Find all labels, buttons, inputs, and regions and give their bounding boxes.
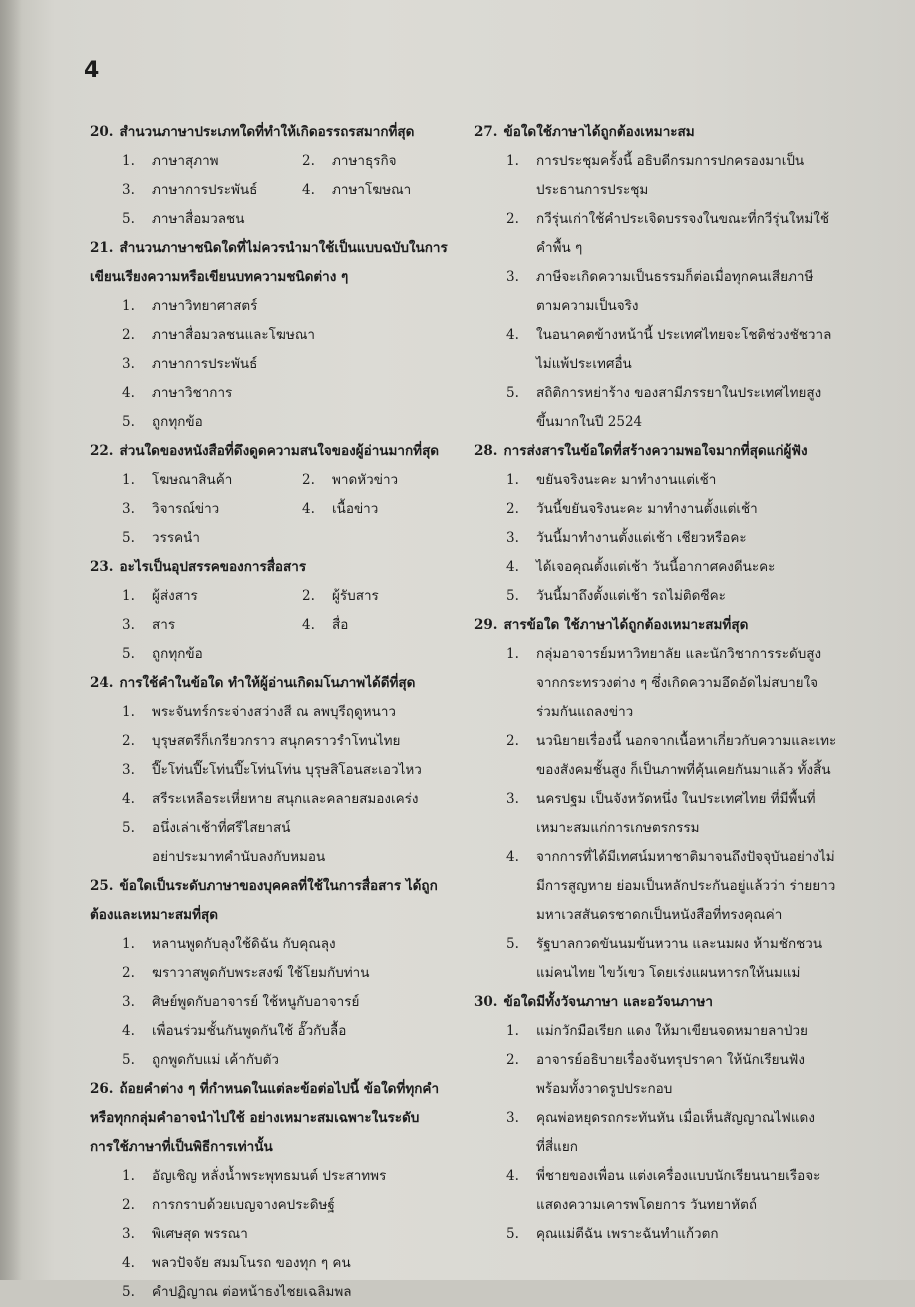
option-text: ประธานการประชุม	[536, 182, 649, 198]
option-text: นครปฐม เป็นจังหวัดหนึ่ง ในประเทศไทย ที่มีพื้นที่	[536, 791, 816, 807]
question-line: การใช้ภาษาที่เป็นพิธีการเท่านั้น	[90, 1139, 273, 1155]
option-text: จากกระทรวงต่าง ๆ ซึ่งเกิดความอึดอัดไม่สบายใจ	[536, 675, 819, 691]
question-number: 25.	[90, 878, 114, 894]
option-number	[506, 901, 536, 930]
option-item	[474, 727, 844, 756]
question-27	[474, 118, 844, 437]
option-item	[122, 495, 302, 524]
option-text: วิจารณ์ข่าว	[152, 501, 220, 517]
option-number: 1.	[506, 472, 519, 488]
option-text: ภาษาสุภาพ	[152, 153, 219, 169]
option-text: คำปฏิญาณ ต่อหน้าธงไชยเฉลิมพล	[152, 1284, 352, 1300]
option-number: 4.	[302, 501, 315, 517]
option-item	[474, 1075, 844, 1104]
option-text: การประชุมครั้งนี้ อธิบดีกรมการปกครองมาเป็น	[536, 153, 805, 169]
option-item	[90, 292, 465, 321]
option-item	[474, 843, 844, 872]
option-number: 2.	[506, 733, 519, 749]
option-text: วันนี้มาทำงานตั้งแต่เช้า เชียวหรือคะ	[536, 530, 747, 546]
option-number: 1.	[122, 472, 135, 488]
option-item	[90, 1249, 465, 1278]
option-text: คุณแม่ตีฉัน เพราะฉันทำแก้วตก	[536, 1226, 719, 1242]
option-number: 4.	[506, 849, 519, 865]
right-column	[474, 118, 844, 1249]
question-text	[474, 118, 844, 147]
question-text	[90, 669, 465, 698]
option-item	[302, 582, 482, 611]
option-item	[90, 1017, 465, 1046]
question-text	[474, 437, 844, 466]
option-item	[474, 466, 844, 495]
option-text: พระจันทร์กระจ่างสว่างสี ณ ลพบุรีฤดูหนาว	[152, 704, 397, 720]
option-number: 4.	[506, 559, 519, 575]
option-text: ศิษย์พูดกับอาจารย์ ใช้หนูกับอาจารย์	[152, 994, 360, 1010]
options-list	[90, 930, 465, 1075]
option-item	[90, 1278, 465, 1307]
question-23	[90, 553, 465, 669]
options-list	[90, 698, 465, 872]
option-item	[122, 466, 302, 495]
question-20	[90, 118, 465, 234]
option-item	[474, 379, 844, 408]
options-list	[474, 640, 844, 988]
question-text	[90, 901, 465, 930]
option-item	[90, 727, 465, 756]
question-text	[90, 1104, 465, 1133]
option-item	[474, 205, 844, 234]
option-item	[90, 930, 465, 959]
option-item	[474, 292, 844, 321]
option-text: พิเศษสุด พรรณา	[152, 1226, 248, 1242]
option-text: พลวปัจจัย สมมโนรถ ของทุก ๆ คน	[152, 1255, 351, 1271]
question-text	[90, 872, 465, 901]
option-number: 3.	[122, 182, 135, 198]
option-item	[122, 176, 302, 205]
option-number: 2.	[506, 211, 519, 227]
options-list	[474, 466, 844, 611]
option-item	[474, 350, 844, 379]
option-number: 2.	[122, 965, 135, 981]
option-number: 5.	[506, 936, 519, 952]
question-text	[90, 553, 465, 582]
option-number: 4.	[122, 1023, 135, 1039]
question-line: สำนวนภาษาชนิดใดที่ไม่ควรนำมาใช้เป็นแบบฉบับในการ	[119, 240, 448, 256]
option-number: 4.	[506, 1168, 519, 1184]
question-line: การใช้คำในข้อใด ทำให้ผู้อ่านเกิดมโนภาพได้ดีที่สุด	[119, 675, 416, 691]
option-item	[474, 524, 844, 553]
option-text: ผู้รับสาร	[332, 588, 379, 604]
option-text: เนื้อข่าว	[332, 501, 379, 517]
option-text: เพื่อนร่วมชั้นกันพูดกันใช้ อั๊วกับลื้อ	[152, 1023, 347, 1039]
question-text	[474, 988, 844, 1017]
question-text	[90, 1075, 465, 1104]
option-number: 3.	[122, 994, 135, 1010]
option-text: ภาษาวิทยาศาสตร์	[152, 298, 258, 314]
option-text: ขยันจริงนะคะ มาทำงานแต่เช้า	[536, 472, 717, 488]
question-text	[90, 437, 465, 466]
option-item	[90, 988, 465, 1017]
option-number	[506, 872, 536, 901]
question-line: ข้อใดมีทั้งวัจนภาษา และอวัจนภาษา	[503, 994, 713, 1010]
question-text	[90, 118, 465, 147]
question-line: สำนวนภาษาประเภทใดที่ทำให้เกิดอรรถรสมากที่สุด	[119, 124, 415, 140]
option-number	[506, 1075, 536, 1104]
option-number: 2.	[302, 472, 315, 488]
question-21	[90, 234, 465, 437]
option-item	[474, 785, 844, 814]
question-30	[474, 988, 844, 1249]
option-item	[474, 756, 844, 785]
option-text: พี่ชายของเพื่อน แต่งเครื่องแบบนักเรียนนายเรือจะ	[536, 1168, 821, 1184]
option-text: แสดงความเคารพโดยการ วันทยาหัตถ์	[536, 1197, 758, 1213]
question-26	[90, 1075, 465, 1307]
option-text: ผู้ส่งสาร	[152, 588, 198, 604]
option-number	[506, 234, 536, 263]
option-number: 1.	[122, 704, 135, 720]
option-text: พร้อมทั้งวาดรูปประกอบ	[536, 1081, 673, 1097]
option-number: 5.	[506, 588, 519, 604]
binding-shadow	[0, 0, 22, 1280]
option-number: 3.	[122, 356, 135, 372]
option-number: 5.	[122, 1052, 135, 1068]
option-number	[506, 814, 536, 843]
option-item	[474, 147, 844, 176]
option-number: 5.	[506, 385, 519, 401]
option-text: ภาษาสื่อมวลชนและโฆษณา	[152, 327, 315, 343]
option-number: 4.	[506, 327, 519, 343]
question-line: ถ้อยคำต่าง ๆ ที่กำหนดในแต่ละข้อต่อไปนี้ ข้อใดที่ทุกคำ	[119, 1081, 440, 1097]
option-item	[90, 756, 465, 785]
option-item	[474, 1220, 844, 1249]
option-number: 1.	[506, 153, 519, 169]
option-text: วันนี้ขยันจริงนะคะ มาทำงานตั้งแต่เช้า	[536, 501, 758, 517]
option-item	[474, 553, 844, 582]
option-item	[90, 959, 465, 988]
options-grid	[90, 147, 465, 234]
option-number: 1.	[122, 588, 135, 604]
option-item	[474, 1017, 844, 1046]
option-item	[302, 147, 482, 176]
option-item	[474, 263, 844, 292]
option-item	[302, 495, 482, 524]
left-column	[90, 118, 465, 1307]
option-item	[302, 611, 482, 640]
option-text: มีการสูญหาย ย่อมเป็นหลักประกันอยู่แล้วว่า ร่ายยาว	[536, 878, 836, 894]
option-text: เหมาะสมแก่การเกษตรกรรม	[536, 820, 700, 836]
option-item	[474, 901, 844, 930]
option-text: การกราบด้วยเบญจางคประดิษฐ์	[152, 1197, 335, 1213]
option-text: ที่สี่แยก	[536, 1139, 578, 1155]
option-text: ได้เจอคุณตั้งแต่เช้า วันนี้อากาศคงดีนะคะ	[536, 559, 776, 575]
options-list	[90, 1162, 465, 1307]
option-number: 2.	[122, 327, 135, 343]
option-number	[506, 292, 536, 321]
option-item	[474, 176, 844, 205]
option-number: 3.	[506, 791, 519, 807]
option-text: ภาษาสื่อมวลชน	[152, 211, 245, 227]
question-line: ข้อใดใช้ภาษาได้ถูกต้องเหมาะสม	[503, 124, 695, 140]
option-number	[506, 698, 536, 727]
option-item	[474, 1133, 844, 1162]
option-number: 1.	[122, 298, 135, 314]
option-text: ถูกทุกข้อ	[152, 646, 203, 662]
question-text	[474, 611, 844, 640]
option-text: ปี๊ะโท่นปี๊ะโท่นปี๊ะโท่นโท่น บุรุษสิโอนสะเอวไหว	[152, 762, 422, 778]
option-number: 1.	[122, 1168, 135, 1184]
option-item	[122, 582, 302, 611]
option-text: ภาษีจะเกิดความเป็นธรรมก็ต่อเมื่อทุกคนเสียภาษี	[536, 269, 814, 285]
option-item	[474, 1162, 844, 1191]
option-text: ภาษาวิชาการ	[152, 385, 233, 401]
option-item	[474, 321, 844, 350]
option-number: 3.	[506, 530, 519, 546]
option-item	[90, 1220, 465, 1249]
option-number: 2.	[122, 1197, 135, 1213]
option-item	[474, 1104, 844, 1133]
option-number: 1.	[122, 936, 135, 952]
question-number: 29.	[474, 617, 498, 633]
question-line: เขียนเรียงความหรือเขียนบทความชนิดต่าง ๆ	[90, 269, 349, 285]
option-text: สาร	[152, 617, 176, 633]
option-number	[506, 176, 536, 205]
options-list	[474, 1017, 844, 1249]
option-item	[90, 814, 465, 843]
option-number: 5.	[122, 211, 135, 227]
option-item	[90, 1162, 465, 1191]
option-text: ของสังคมชั้นสูง ก็เป็นภาพที่คุ้นเคยกันมาแล้ว ทั้งสิ้น	[536, 762, 831, 778]
option-number: 1.	[506, 646, 519, 662]
option-item	[90, 785, 465, 814]
option-item	[474, 495, 844, 524]
question-line: ข้อใดเป็นระดับภาษาของบุคคลที่ใช้ในการสื่อสาร ได้ถูก	[119, 878, 438, 894]
option-item	[90, 408, 465, 437]
option-text: ถูกพูดกับแม่ เค้ากับตัว	[152, 1052, 279, 1068]
option-text: ภาษาการประพันธ์	[152, 182, 258, 198]
option-item	[90, 1046, 465, 1075]
question-number: 26.	[90, 1081, 114, 1097]
question-line: การส่งสารในข้อใดที่สร้างความพอใจมากที่สุดแก่ผู้ฟัง	[503, 443, 808, 459]
options-list	[474, 147, 844, 437]
option-text: นวนิยายเรื่องนี้ นอกจากเนื้อหาเกี่ยวกับความและเทะ	[536, 733, 837, 749]
question-line: ต้องและเหมาะสมที่สุด	[90, 907, 218, 923]
option-item	[474, 872, 844, 901]
option-number: 1.	[506, 1023, 519, 1039]
option-number: 4.	[122, 385, 135, 401]
option-text: อัญเชิญ หลั่งน้ำพระพุทธมนต์ ประสาทพร	[152, 1168, 387, 1184]
option-item	[474, 640, 844, 669]
option-number	[506, 669, 536, 698]
option-number: 5.	[122, 646, 135, 662]
option-number: 3.	[506, 1110, 519, 1126]
page-number: 4	[84, 58, 100, 83]
question-number: 23.	[90, 559, 114, 575]
option-text: กวีรุ่นเก่าใช้คำประเจิดบรรจงในขณะที่กวีรุ่นใหม่ใช้	[536, 211, 830, 227]
option-item	[302, 176, 482, 205]
option-text: ฆราวาสพูดกับพระสงฆ์ ใช้โยมกับท่าน	[152, 965, 370, 981]
option-number	[506, 1133, 536, 1162]
option-number	[122, 843, 152, 872]
option-text: จากการที่ได้มีเทศน์มหาชาติมาจนถึงปัจจุบันอย่างไม่	[536, 849, 835, 865]
option-item	[90, 379, 465, 408]
option-text: โฆษณาสินค้า	[152, 472, 233, 488]
option-text: ภาษาโฆษณา	[332, 182, 412, 198]
option-text: ขึ้นมากในปี 2524	[536, 414, 643, 430]
option-number	[506, 756, 536, 785]
option-item	[474, 698, 844, 727]
option-text: ภาษาธุรกิจ	[332, 153, 397, 169]
option-item	[474, 930, 844, 959]
question-number: 22.	[90, 443, 114, 459]
question-text	[90, 234, 465, 263]
option-number: 5.	[122, 414, 135, 430]
option-number: 5.	[122, 820, 135, 836]
option-text: อนึ่งเล่าเช้าที่ศรีไสยาสน์	[152, 820, 291, 836]
question-number: 21.	[90, 240, 114, 256]
option-item	[90, 843, 465, 872]
option-item	[474, 669, 844, 698]
question-22	[90, 437, 465, 553]
question-28	[474, 437, 844, 611]
question-number: 28.	[474, 443, 498, 459]
option-text: สื่อ	[332, 617, 349, 633]
option-item	[122, 147, 302, 176]
option-text: คุณพ่อหยุดรถกระทันหัน เมื่อเห็นสัญญาณไฟแดง	[536, 1110, 815, 1126]
option-number: 5.	[122, 1284, 135, 1300]
option-number	[506, 1191, 536, 1220]
question-number: 24.	[90, 675, 114, 691]
option-text: สรีระเหลือระเหี่ยหาย สนุกและคลายสมองเคร่ง	[152, 791, 419, 807]
option-item	[302, 466, 482, 495]
question-line: สารข้อใด ใช้ภาษาได้ถูกต้องเหมาะสมที่สุด	[503, 617, 749, 633]
option-text: รัฐบาลกวดขันนมข้นหวาน และนมผง ห้ามชักชวน	[536, 936, 823, 952]
question-24	[90, 669, 465, 872]
option-number: 2.	[506, 501, 519, 517]
option-number: 3.	[122, 617, 135, 633]
option-text: อย่าประมาทคำนับลงกับหมอน	[152, 849, 326, 865]
option-text: ในอนาคตข้างหน้านี้ ประเทศไทยจะโชติช่วงชัชวาล	[536, 327, 832, 343]
option-text: คำพื้น ๆ	[536, 240, 583, 256]
question-text	[90, 1133, 465, 1162]
option-text: อาจารย์อธิบายเรื่องจันทรุปราคา ให้นักเรียนฟัง	[536, 1052, 805, 1068]
option-text: กลุ่มอาจารย์มหาวิทยาลัย และนักวิชาการระดับสูง	[536, 646, 822, 662]
option-number: 4.	[122, 791, 135, 807]
option-text: มหาเวสสันดรชาดกเป็นหนังสือที่ทรงคุณค่า	[536, 907, 783, 923]
option-item	[474, 814, 844, 843]
option-item	[474, 1046, 844, 1075]
option-number: 2.	[302, 588, 315, 604]
option-number: 4.	[302, 617, 315, 633]
option-item	[122, 640, 302, 669]
question-text	[90, 263, 465, 292]
option-number: 3.	[122, 762, 135, 778]
option-text: ตามความเป็นจริง	[536, 298, 639, 314]
option-number: 2.	[122, 733, 135, 749]
option-text: บุรุษสตรีก็เกรียวกราว สนุกคราวรำโทนไทย	[152, 733, 401, 749]
option-item	[474, 408, 844, 437]
option-text: ไม่แพ้ประเทศอื่น	[536, 356, 632, 372]
option-item	[474, 234, 844, 263]
question-25	[90, 872, 465, 1075]
option-text: ภาษาการประพันธ์	[152, 356, 258, 372]
question-line: อะไรเป็นอุปสรรคของการสื่อสาร	[119, 559, 307, 575]
option-number: 2.	[302, 153, 315, 169]
option-item	[90, 350, 465, 379]
option-number: 3.	[506, 269, 519, 285]
option-number: 1.	[122, 153, 135, 169]
option-text: ถูกทุกข้อ	[152, 414, 203, 430]
option-number: 5.	[506, 1226, 519, 1242]
option-item	[90, 321, 465, 350]
question-line: ส่วนใดของหนังสือที่ดึงดูดความสนใจของผู้อ่านมากที่สุด	[119, 443, 440, 459]
question-29	[474, 611, 844, 988]
options-list	[90, 292, 465, 437]
option-number: 5.	[122, 530, 135, 546]
option-item	[122, 611, 302, 640]
option-text: ร่วมกันแถลงข่าว	[536, 704, 634, 720]
option-text: พาดหัวข่าว	[332, 472, 399, 488]
option-number: 3.	[122, 1226, 135, 1242]
question-number: 20.	[90, 124, 114, 140]
option-text: วันนี้มาถึงตั้งแต่เช้า รถไม่ติดซีคะ	[536, 588, 726, 604]
option-number: 4.	[122, 1255, 135, 1271]
option-number	[506, 408, 536, 437]
option-item	[122, 524, 302, 553]
option-item	[90, 1191, 465, 1220]
option-text: สถิติการหย่าร้าง ของสามีภรรยาในประเทศไทยสูง	[536, 385, 822, 401]
option-item	[474, 959, 844, 988]
option-number	[506, 350, 536, 379]
option-number: 4.	[302, 182, 315, 198]
option-item	[90, 698, 465, 727]
question-number: 30.	[474, 994, 498, 1010]
options-grid	[90, 582, 465, 669]
option-text: วรรคนำ	[152, 530, 200, 546]
option-item	[474, 582, 844, 611]
question-number: 27.	[474, 124, 498, 140]
option-number: 3.	[122, 501, 135, 517]
question-line: หรือทุกกลุ่มคำอาจนำไปใช้ อย่างเหมาะสมเฉพาะในระดับ	[90, 1110, 420, 1126]
option-item	[474, 1191, 844, 1220]
options-grid	[90, 466, 465, 553]
option-number: 2.	[506, 1052, 519, 1068]
option-text: หลานพูดกับลุงใช้ดิฉัน กับคุณลุง	[152, 936, 336, 952]
option-number	[506, 959, 536, 988]
option-text: แม่กวักมือเรียก แดง ให้มาเขียนจดหมายลาป่วย	[536, 1023, 808, 1039]
option-item	[122, 205, 302, 234]
option-text: แม่คนไทย ไขว้เขว โดยเร่งแผนหารกให้นมแม่	[536, 965, 801, 981]
